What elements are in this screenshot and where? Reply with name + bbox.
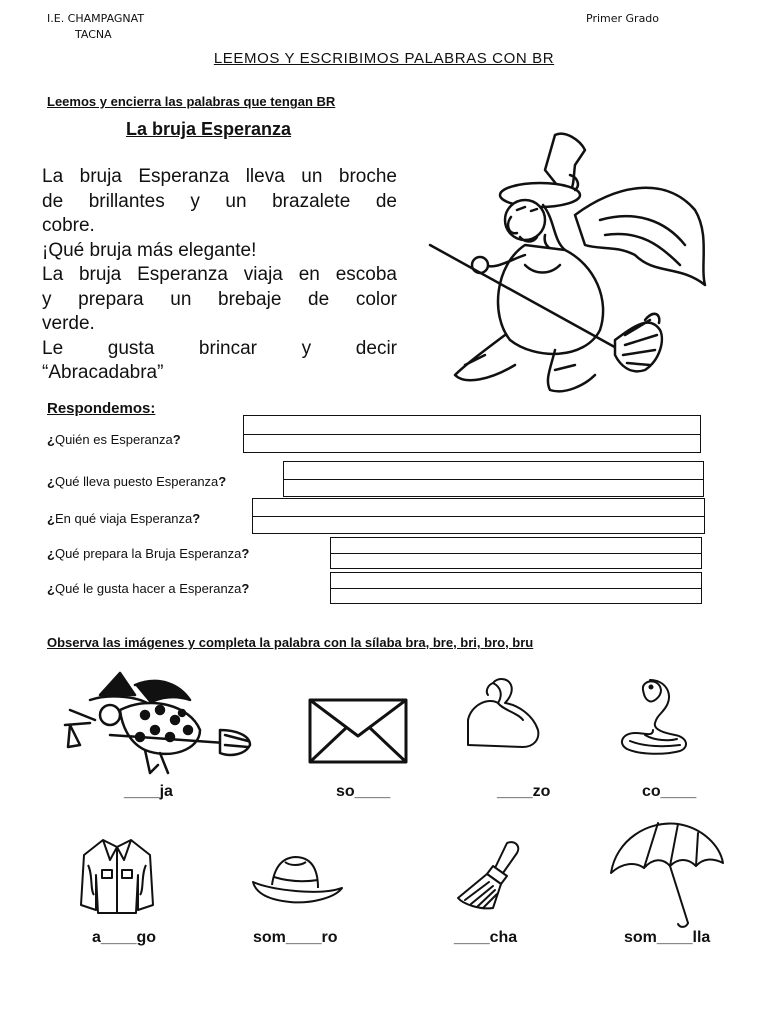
story-line: “Abracadabra” — [42, 362, 164, 383]
story-line: ¡Qué bruja más elegante! — [42, 239, 257, 261]
question-3: ¿En qué viaja Esperanza? — [47, 511, 201, 526]
envelope-icon — [308, 698, 408, 764]
school-name: I.E. CHAMPAGNAT — [47, 12, 145, 25]
story-line: La bruja Esperanza viaja en escoba — [42, 264, 397, 285]
arm-icon — [463, 675, 543, 750]
answer-lines-4[interactable] — [330, 537, 702, 569]
story-title: La bruja Esperanza — [126, 119, 292, 139]
question-2: ¿Qué lleva puesto Esperanza? — [47, 474, 227, 489]
cobra-icon — [615, 675, 695, 755]
question-4: ¿Qué prepara la Bruja Esperanza? — [47, 546, 250, 561]
answer-lines-2[interactable] — [283, 461, 704, 497]
word-blank-7[interactable]: ____cha — [454, 929, 518, 946]
question-1: ¿Quién es Esperanza? — [47, 432, 181, 447]
jacket-icon — [78, 835, 156, 915]
word-blank-4[interactable]: co____ — [642, 783, 697, 800]
questions-heading: Respondemos: — [47, 400, 156, 417]
story-line: de brillantes y un brazalete de — [42, 190, 397, 212]
answer-lines-3[interactable] — [252, 498, 705, 534]
story-line: y prepara un brebaje de color — [42, 288, 397, 310]
umbrella-icon — [608, 818, 726, 930]
story-line: Le gusta brincar y decir — [42, 337, 397, 359]
page-title: LEEMOS Y ESCRIBIMOS PALABRAS CON BR — [213, 50, 555, 67]
story-line: verde. — [42, 313, 95, 334]
grade-label: Primer Grado — [586, 12, 660, 25]
word-blank-2[interactable]: so____ — [336, 783, 391, 800]
word-blank-8[interactable]: som____lla — [624, 929, 711, 946]
reading-instruction: Leemos y encierra las palabras que tengan BR — [47, 94, 336, 109]
school-city: TACNA — [75, 28, 112, 41]
question-5: ¿Qué le gusta hacer a Esperanza? — [47, 581, 250, 596]
story-text — [42, 165, 397, 386]
story-line: cobre. — [42, 215, 95, 236]
brush-icon — [455, 838, 535, 913]
story-line: La bruja Esperanza lleva un broche — [42, 166, 397, 187]
word-blank-3[interactable]: ____zo — [497, 783, 551, 800]
word-blank-1[interactable]: ____ja — [124, 783, 173, 800]
word-blank-5[interactable]: a____go — [92, 929, 157, 946]
hat-icon — [250, 852, 345, 907]
witch-icon — [50, 665, 255, 780]
witch-on-broom-icon — [425, 125, 725, 400]
answer-lines-1[interactable] — [243, 415, 701, 453]
word-blank-6[interactable]: som____ro — [253, 929, 338, 946]
syllable-instruction: Observa las imágenes y completa la palabra con la sílaba bra, bre, bri, bro, bru — [47, 635, 534, 650]
answer-lines-5[interactable] — [330, 572, 702, 604]
